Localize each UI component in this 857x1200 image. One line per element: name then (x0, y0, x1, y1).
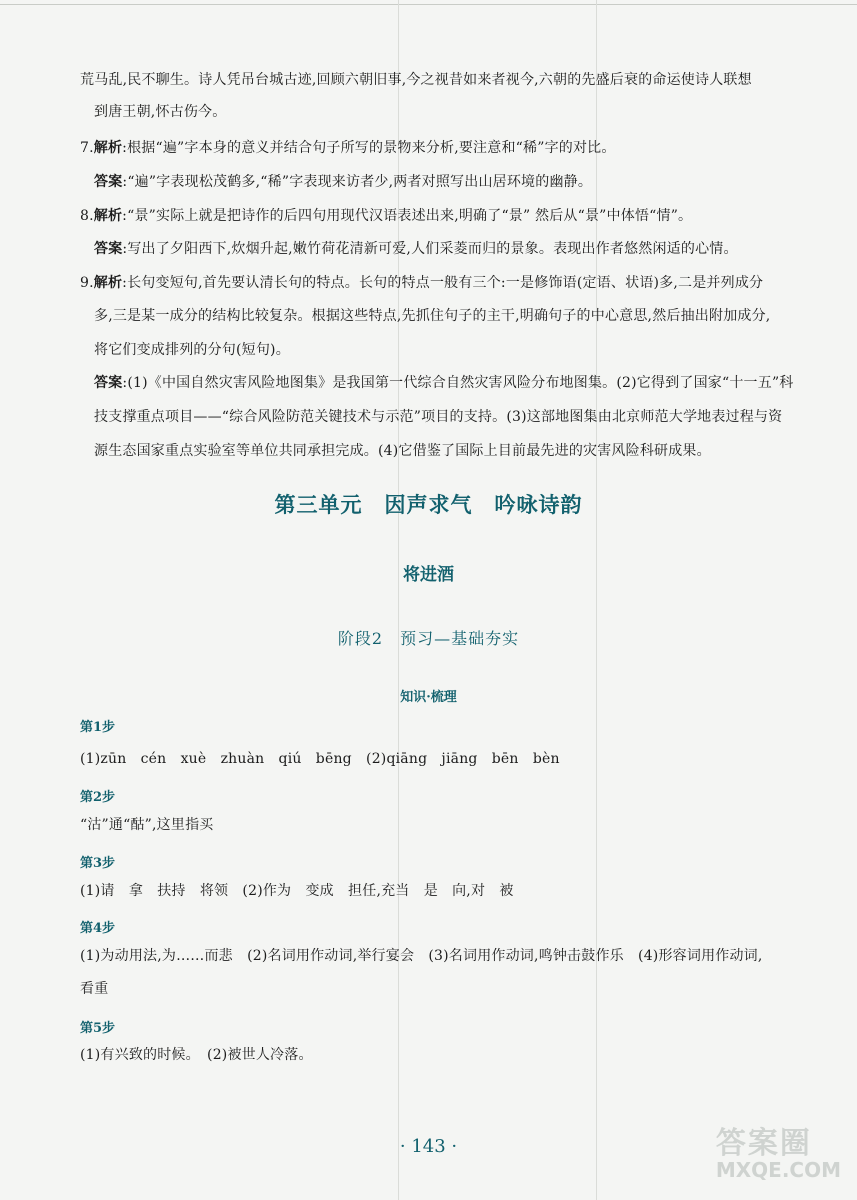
analysis-label: 解析 (93, 140, 123, 156)
answer-text: :写出了夕阳西下,炊烟升起,嫩竹荷花清新可爱,人们采菱而归的景象。表现出作者悠然闲适的心情。 (122, 241, 738, 257)
answer-label: 答案 (94, 174, 123, 190)
q9-analysis-line: 将它们变成排列的分句(短句)。 (94, 342, 290, 358)
question-number: 9. (80, 275, 94, 291)
step-label: 第5步 (80, 1021, 116, 1036)
step-content: (1)zūn cén xuè zhuàn qiú bēng (2)qiāng jiāng bēn bèn (80, 751, 560, 767)
unit-title: 第三单元 因声求气 吟咏诗韵 (274, 492, 583, 517)
q9-analysis-line: 多,三是某一成分的结构比较复杂。根据这些特点,先抓住句子的主干,明确句子的中心意思,然后抽出附加成分, (94, 308, 771, 324)
analysis-text: :“景”实际上就是把诗作的后四句用现代汉语表述出来,明确了“景” 然后从“景”中体悟“情”。 (122, 208, 693, 224)
answer-text: :“遍”字表现松茂鹤多,“稀”字表现来访者少,两者对照写出山居环境的幽静。 (122, 174, 593, 190)
q7-answer (94, 173, 592, 191)
stage-title: 阶段2 预习—基础夯实 (337, 629, 520, 648)
step-content: (1)有兴致的时候。 (2)被世人冷落。 (80, 1047, 313, 1063)
step-label: 第3步 (80, 856, 116, 871)
step-label: 第4步 (80, 921, 116, 936)
page-number: · 143 · (399, 1136, 458, 1157)
page-fold-line (596, 0, 597, 1200)
analysis-text: :根据“遍”字本身的意义并结合句子所写的景物来分析,要注意和“稀”字的对比。 (122, 140, 616, 156)
poem-title: 将进酒 (403, 565, 454, 585)
step-content: 看重 (80, 981, 109, 997)
question-number: 7. (80, 140, 94, 156)
answer-label: 答案 (94, 375, 123, 391)
paragraph-line: 荒马乱,民不聊生。诗人凭吊台城古迹,回顾六朝旧事,今之视昔如来者视今,六朝的先盛后衰的命运使诗人联想 (80, 72, 752, 88)
q8-answer (94, 240, 738, 258)
question-number: 8. (80, 208, 94, 224)
q9-answer-line: 技支撑重点项目——“综合风险防范关键技术与示范”项目的支持。(3)这部地图集由北京师范大学地表过程与资 (94, 409, 783, 425)
watermark-url: MXQE.COM (715, 1158, 841, 1182)
q9-analysis (80, 274, 763, 292)
top-rule (0, 4, 857, 5)
answer-label: 答案 (94, 241, 123, 257)
watermark-logo (716, 1128, 841, 1180)
step-content: (1)为动用法,为……而悲 (2)名词用作动词,举行宴会 (3)名词用作动词,鸣钟击鼓作乐 (4)形容词用作动词, (80, 948, 763, 964)
step-label: 第1步 (80, 720, 116, 735)
q8-analysis (80, 207, 692, 225)
watermark-text: 答案圈 (715, 1126, 812, 1161)
section-title: 知识·梳理 (400, 690, 457, 705)
analysis-label: 解析 (93, 208, 123, 224)
paragraph-line: 到唐王朝,怀古伤今。 (94, 104, 227, 120)
step-label: 第2步 (80, 790, 116, 805)
analysis-label: 解析 (93, 275, 123, 291)
step-content: “沽”通“酤”,这里指买 (80, 817, 214, 833)
step-content: (1)请 拿 扶持 将领 (2)作为 变成 担任,充当 是 向,对 被 (80, 883, 514, 899)
analysis-text: :长句变短句,首先要认清长句的特点。长句的特点一般有三个:一是修饰语(定语、状语)多,二是并列成分 (122, 275, 764, 291)
q9-answer-line: 源生态国家重点实验室等单位共同承担完成。(4)它借鉴了国际上目前最先进的灾害风险科研成果。 (94, 443, 711, 459)
q9-answer (94, 374, 794, 392)
q7-analysis (80, 139, 616, 157)
answer-text: :(1)《中国自然灾害风险地图集》是我国第一代综合自然灾害风险分布地图集。(2)它得到了国家“十一五”科 (122, 375, 794, 391)
